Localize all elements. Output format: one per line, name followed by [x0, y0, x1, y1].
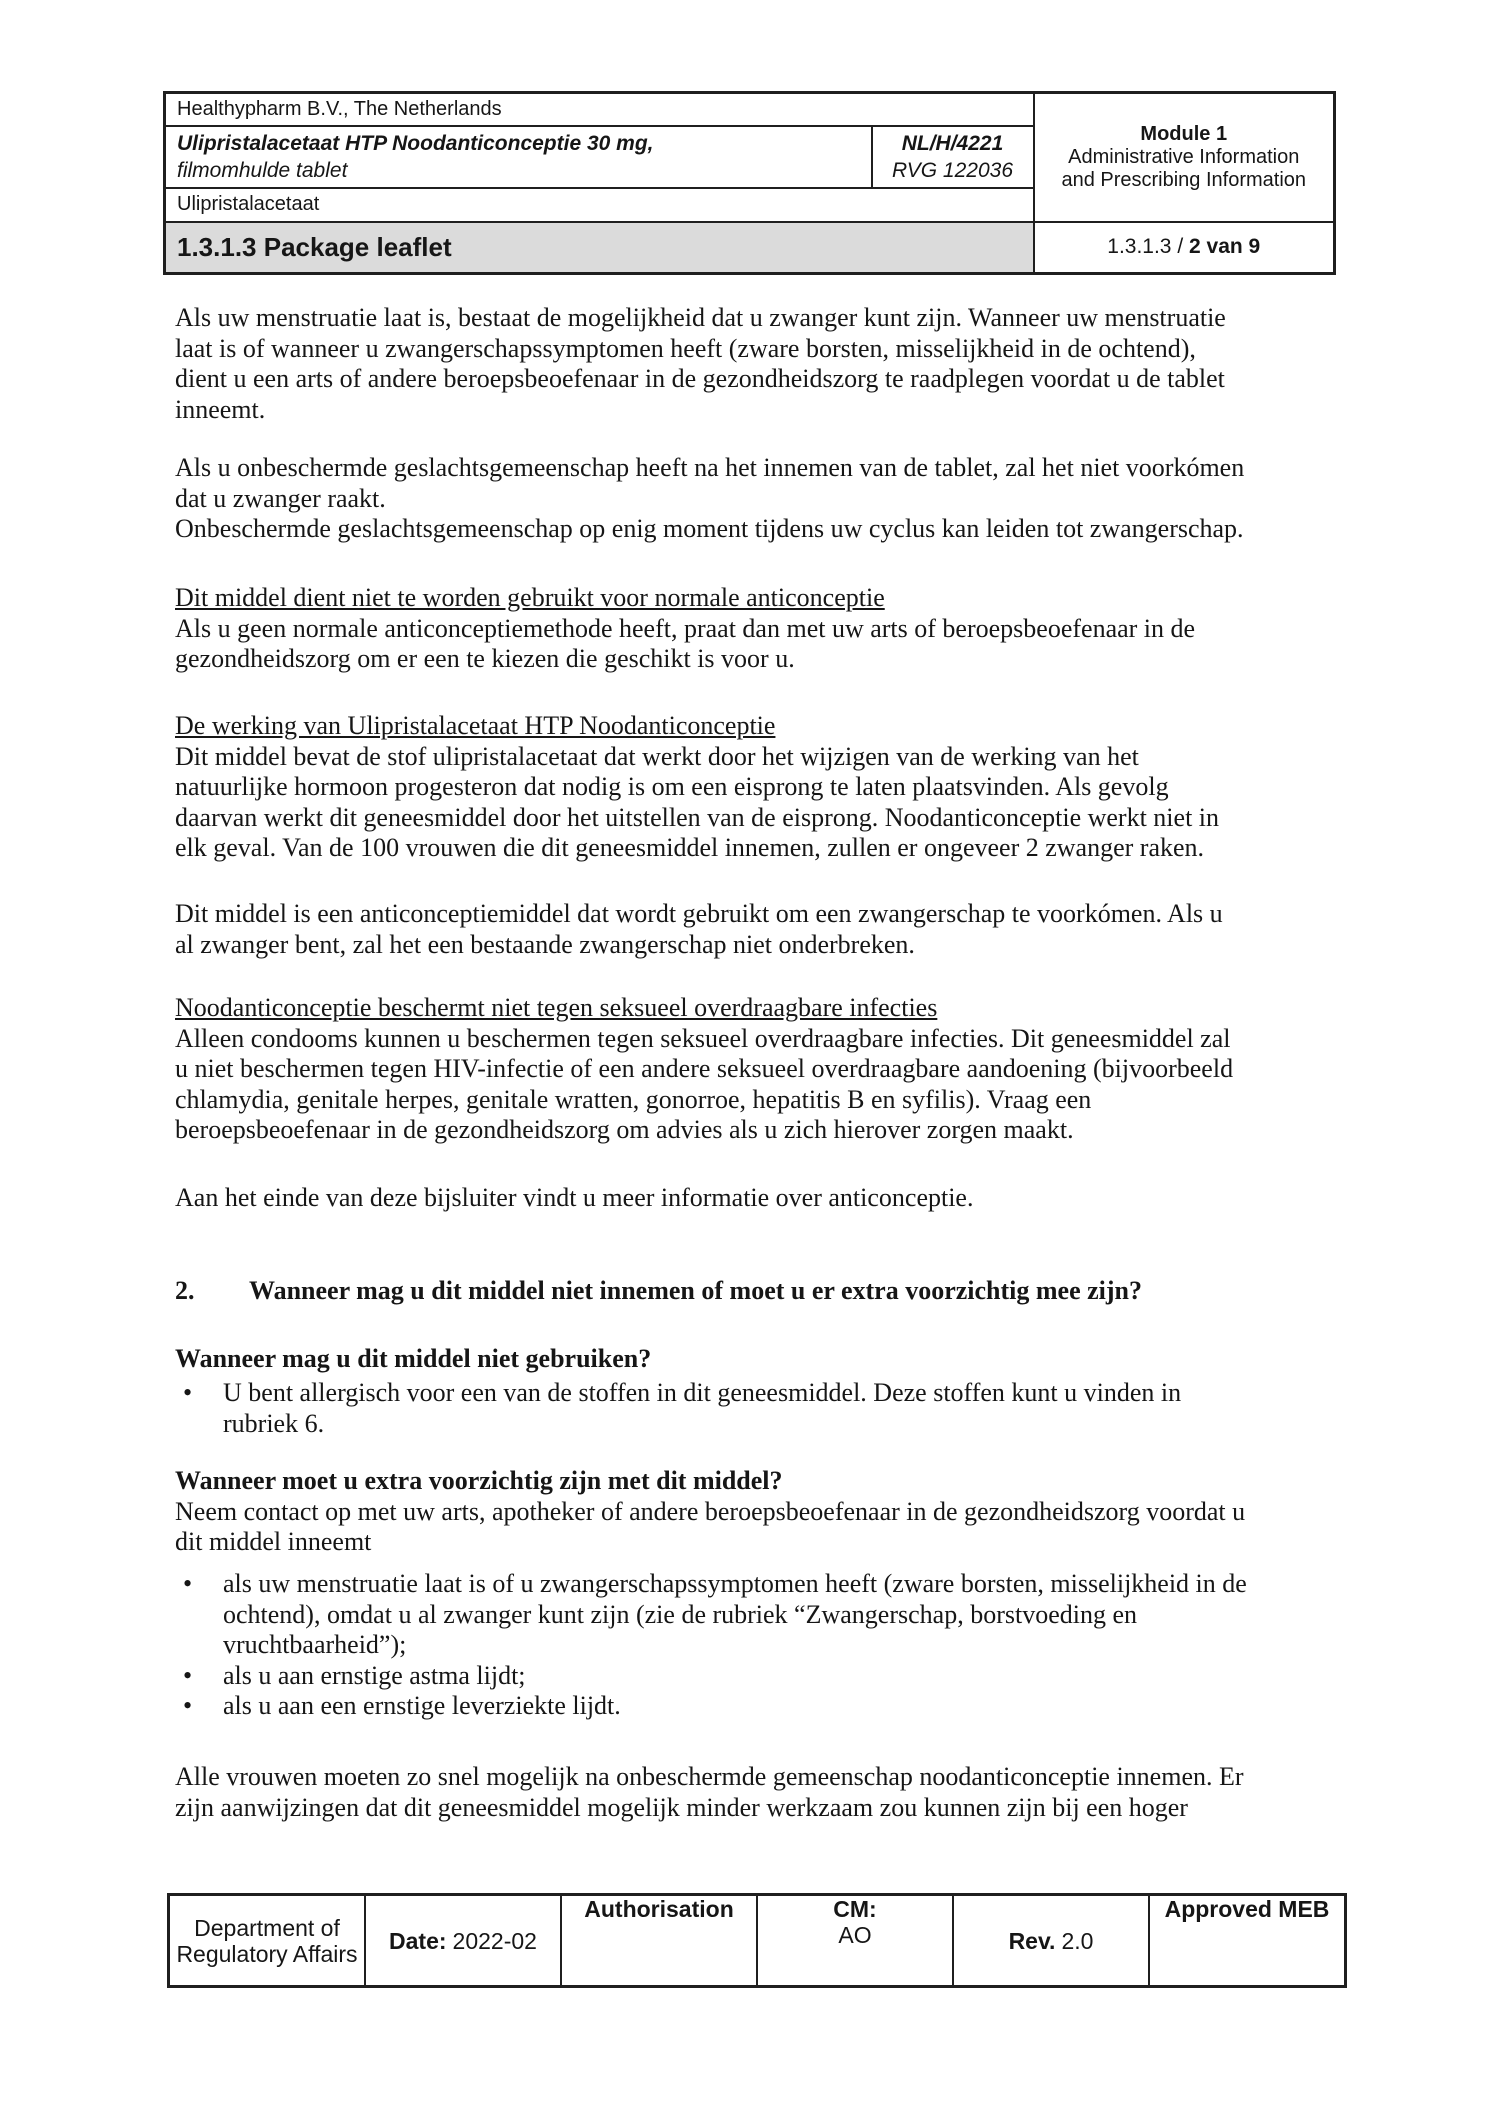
underlined-heading: Noodanticonceptie beschermt niet tegen seksueel overdraagbare infecties [175, 993, 938, 1022]
module-line3: and Prescribing Information [1061, 168, 1307, 191]
text-line: Onbeschermde geslachtsgemeenschap op enig moment tijdens uw cyclus kan leiden tot zwangerschap. [175, 514, 1244, 543]
module-line2: Administrative Information [1068, 145, 1300, 168]
rvg-number: RVG 122036 [891, 158, 1014, 182]
date-value: 2022-02 [452, 1927, 537, 1954]
section-sti-protection [175, 993, 1233, 1146]
rev-value: 2.0 [1061, 1927, 1094, 1954]
cm-value: AO [838, 1922, 872, 1948]
section-how-it-works [175, 711, 1219, 864]
section-2-heading [175, 1276, 1142, 1307]
paragraph-contraceptive [175, 899, 1223, 960]
bullet-icon: • [183, 1569, 193, 1598]
bullet-icon: • [183, 1660, 193, 1690]
bullet-icon: • [183, 1691, 193, 1720]
module-title: Module 1 [1140, 122, 1228, 145]
text-line: gezondheidszorg om er een te kiezen die geschikt is voor u. [175, 644, 795, 673]
bullet-list-allergic [175, 1378, 1181, 1439]
text-line: laat is of wanneer u zwangerschapssymptomen heeft (zware borsten, misselijkheid in de ochtend), [175, 333, 1196, 363]
text-line: als uw menstruatie laat is of u zwangerschapssymptomen heeft (zware borsten, misselijkheid in de [223, 1569, 1247, 1598]
company-name: Healthypharm B.V., The Netherlands [165, 93, 1034, 126]
text-line: natuurlijke hormoon progesteron dat nodig is om een eisprong te laten plaatsvinden. Als gevolg [175, 772, 1169, 801]
text-line: als u aan ernstige astma lijdt; [223, 1660, 526, 1690]
page-ref-prefix: 1.3.1.3 / [1107, 235, 1189, 259]
text-line: zijn aanwijzingen dat dit geneesmiddel mogelijk minder werkzaam zou kunnen zijn bij een hoger [175, 1792, 1188, 1822]
footer-authorisation-cell: Authorisation [561, 1895, 757, 1987]
subheading-not-use [175, 1344, 651, 1375]
text-line: dat u zwanger raakt. [175, 483, 386, 513]
registration-cell [872, 126, 1034, 188]
text-line: Alleen condooms kunnen u beschermen tegen seksueel overdraagbare infecties. Dit geneesmiddel zal [175, 1023, 1231, 1053]
footer-table [167, 1893, 1347, 1988]
text-line: Dit middel is een anticonceptiemiddel dat wordt gebruikt om een zwangerschap te voorkómen. Als u [175, 899, 1223, 928]
text-line: chlamydia, genitale herpes, genitale wratten, gonorroe, hepatitis B en syfilis). Vraag een [175, 1084, 1092, 1114]
section-caution [175, 1466, 1245, 1558]
bullet-list-caution [175, 1569, 1247, 1722]
substance-name: Ulipristalacetaat [165, 188, 1034, 222]
text-line: Als u geen normale anticonceptiemethode heeft, praat dan met uw arts of beroepsbeoefenaar in de [175, 613, 1196, 643]
paragraph-unprotected [175, 453, 1244, 545]
footer-department-cell [169, 1895, 366, 1987]
product-cell [165, 126, 872, 188]
bold-subheading: Wanneer mag u dit middel niet gebruiken? [175, 1344, 652, 1373]
text-line: Aan het einde van deze bijsluiter vindt u meer informatie over anticonceptie. [175, 1183, 974, 1212]
product-form: filmomhulde tablet [177, 158, 348, 182]
rev-label: Rev. [1008, 1927, 1056, 1954]
module-info-cell [1034, 93, 1335, 222]
footer-approved-cell: Approved MEB [1149, 1895, 1346, 1987]
department-line1: Department of [194, 1914, 340, 1941]
text-line: Als uw menstruatie laat is, bestaat de mogelijkheid dat u zwanger kunt zijn. Wanneer uw menstruatie [175, 303, 1226, 332]
text-line: Dit middel bevat de stof ulipristalacetaat dat werkt door het wijzigen van de werking van het [175, 741, 1139, 771]
list-item [175, 1378, 1181, 1439]
footer-revision-cell [953, 1895, 1149, 1987]
text-line: vruchtbaarheid”); [223, 1630, 407, 1659]
underlined-heading: Dit middel dient niet te worden gebruikt voor normale anticonceptie [175, 583, 885, 612]
procedure-number: NL/H/4221 [901, 131, 1004, 155]
text-line: rubriek 6. [223, 1408, 325, 1438]
section-number: 2. [175, 1276, 195, 1305]
text-line: u niet beschermen tegen HIV-infectie of een andere seksueel overdraagbare aandoening (bijvoorbeeld [175, 1054, 1234, 1083]
footer-cm-cell [757, 1895, 953, 1987]
footer-date-cell [365, 1895, 561, 1987]
date-label: Date: [389, 1927, 447, 1954]
text-line: elk geval. Van de 100 vrouwen die dit geneesmiddel innemen, zullen er ongeveer 2 zwanger raken. [175, 833, 1205, 862]
product-name: Ulipristalacetaat HTP Noodanticonceptie 30 mg, [177, 131, 654, 155]
paragraph-more-info [175, 1183, 973, 1214]
text-line: Alle vrouwen moeten zo snel mogelijk na onbeschermde gemeenschap noodanticonceptie innemen. Er [175, 1762, 1244, 1791]
text-line: ochtend), omdat u al zwanger kunt zijn (zie de rubriek “Zwangerschap, borstvoeding en [223, 1599, 1137, 1629]
page-ref-number: 2 van 9 [1189, 235, 1261, 259]
section-title-text: Wanneer mag u dit middel niet innemen of moet u er extra voorzichtig mee zijn? [249, 1276, 1143, 1305]
list-item [175, 1691, 1247, 1722]
section-not-normal-contraception [175, 583, 1195, 675]
underlined-heading: De werking van Ulipristalacetaat HTP Noodanticonceptie [175, 711, 776, 740]
paragraph-all-women [175, 1762, 1244, 1823]
text-line: beroepsbeoefenaar in de gezondheidszorg om advies als u zich hierover zorgen maakt. [175, 1115, 1074, 1144]
header-table [163, 91, 1336, 275]
department-line2: Regulatory Affairs [176, 1940, 358, 1967]
text-line: U bent allergisch voor een van de stoffen in dit geneesmiddel. Deze stoffen kunt u vinden in [223, 1378, 1182, 1407]
text-line: dit middel inneemt [175, 1527, 372, 1556]
paragraph-late-period [175, 303, 1226, 425]
text-line: inneemt. [175, 394, 266, 424]
text-line: daarvan werkt dit geneesmiddel door het uitstellen van de eisprong. Noodanticonceptie werkt niet in [175, 802, 1220, 832]
list-item [175, 1569, 1247, 1661]
bullet-icon: • [183, 1378, 193, 1407]
section-title: 1.3.1.3 Package leaflet [165, 222, 1034, 274]
cm-label: CM: [833, 1896, 877, 1922]
text-line: als u aan een ernstige leverziekte lijdt. [223, 1691, 621, 1720]
text-line: Als u onbeschermde geslachtsgemeenschap heeft na het innemen van de tablet, zal het niet voorkómen [175, 453, 1245, 482]
text-line: dient u een arts of andere beroepsbeoefenaar in de gezondheidszorg te raadplegen voordat u de tablet [175, 364, 1225, 393]
page-reference [1034, 222, 1335, 274]
text-line: Neem contact op met uw arts, apotheker of andere beroepsbeoefenaar in de gezondheidszorg voordat u [175, 1496, 1246, 1526]
text-line: al zwanger bent, zal het een bestaande zwangerschap niet onderbreken. [175, 929, 915, 959]
list-item [175, 1661, 1247, 1692]
bold-subheading: Wanneer moet u extra voorzichtig zijn met dit middel? [175, 1466, 783, 1495]
